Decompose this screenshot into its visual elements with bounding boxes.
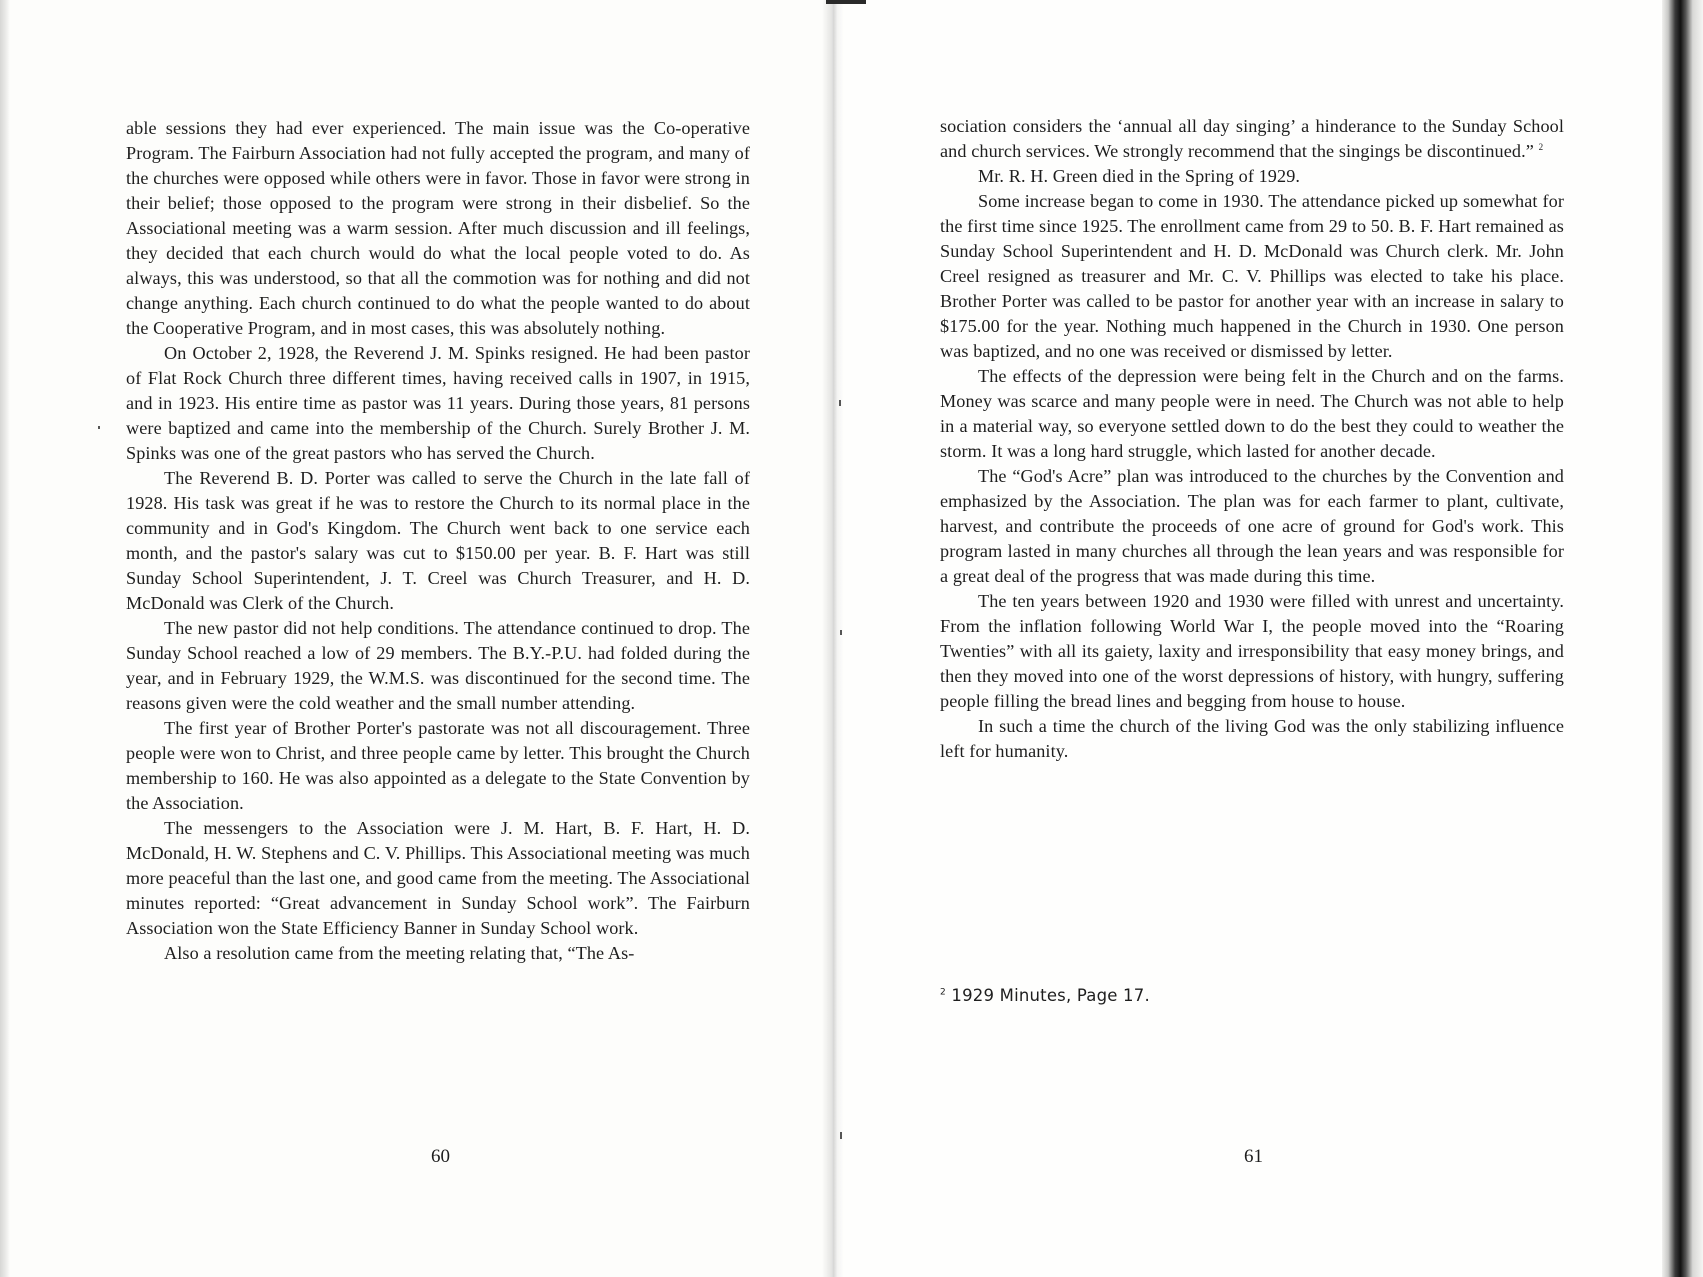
paragraph: The new pastor did not help conditions. The attendance continued to drop. The Sunday School reached a low of 29 members. The B.Y.-P.U. had folded during the year, and in February 1929, the W.M.S. was discontinued for the second time. The reasons given were the cold weather and the small number attending. [126,618,750,713]
page-number: 61 [1244,1146,1263,1167]
scan-speck [840,630,842,635]
paragraph: The messengers to the Association were J. M. Hart, B. F. Hart, H. D. McDonald, H. W. Stephens and C. V. Phillips. This Associational meeting was much more peaceful than the last one, and good came from the meeting. The Associational minutes reported: “Great advancement in Sunday School work”. The Fairburn Association won the State Efficiency Banner in Sunday School work. [126,818,750,938]
paragraph: The “God's Acre” plan was introduced to the churches by the Convention and emphasized by the Association. The plan was for each farmer to plant, cultivate, harvest, and contribute the proceeds of one acre of ground for God's work. This program lasted in many churches all through the lean years and was responsible for a great deal of the progress that was made during this time. [940,466,1564,586]
right-page-body [940,114,1564,764]
scan-speck [98,426,100,429]
page-number: 60 [431,1146,450,1167]
footnote-marker: 2 [940,987,946,998]
scan-speck [840,1132,842,1139]
paragraph: The effects of the depression were being felt in the Church and on the farms. Money was scarce and many people were in need. The Church was not able to help in a material way, so everyone settled down to do the best they could to weather the storm. It was a long hard struggle, which lasted for another decade. [940,366,1564,461]
footnote [940,986,1560,1005]
footnote-text: 1929 Minutes, Page 17. [951,986,1150,1005]
paragraph: The Reverend B. D. Porter was called to serve the Church in the late fall of 1928. His task was great if he was to restore the Church to its normal place in the community and in God's Kingdom. The Church went back to one service each month, and the pastor's salary was cut to $150.00 per year. B. F. Hart was still Sunday School Superintendent, J. T. Creel was Church Treasurer, and H. D. McDonald was Clerk of the Church. [126,468,750,613]
paragraph: Mr. R. H. Green died in the Spring of 1929. [978,166,1301,186]
footnote-reference: 2 [1538,141,1544,152]
paragraph: Also a resolution came from the meeting relating that, “The As- [164,943,635,963]
right-page-edge [1662,0,1703,1277]
paragraph: The ten years between 1920 and 1930 were filled with unrest and uncertainty. From the inflation following World War I, the people moved into the “Roaring Twenties” with all its gaiety, laxity and irresponsibility that easy money brings, and then they moved into one of the worst depressions of history, with hungry, suffering people filling the bread lines and begging from house to house. [940,591,1564,711]
paragraph [940,114,1564,164]
gutter-mark [826,0,866,4]
paragraph: The first year of Brother Porter's pastorate was not all discouragement. Three people were won to Christ, and three people came by letter. This brought the Church membership to 160. He was also appointed as a delegate to the State Convention by the Association. [126,718,750,813]
paragraph: Some increase began to come in 1930. The attendance picked up somewhat for the first time since 1925. The enrollment came from 29 to 50. B. F. Hart remained as Sunday School Superintendent and H. D. McDonald was Church clerk. Mr. John Creel resigned as treasurer and Mr. C. V. Phillips was elected to take his place. Brother Porter was called to be pastor for another year with an increase in salary to $175.00 for the year. Nothing much happened in the Church in 1930. One person was baptized, and no one was received or dismissed by letter. [940,191,1564,361]
left-page [0,0,832,1277]
book-gutter [822,0,844,1277]
left-page-body [126,116,750,966]
left-page-edge [0,0,10,1277]
paragraph: In such a time the church of the living God was the only stabilizing influence left for humanity. [940,716,1564,761]
paragraph: On October 2, 1928, the Reverend J. M. Spinks resigned. He had been pastor of Flat Rock Church three different times, having received calls in 1907, in 1915, and in 1923. His entire time as pastor was 11 years. During those years, 81 persons were baptized and came into the membership of the Church. Surely Brother J. M. Spinks was one of the great pastors who has served the Church. [126,343,750,463]
scan-speck [839,400,841,406]
paragraph-text: sociation considers the ‘annual all day singing’ a hinderance to the Sunday School and church services. We strongly recommend that the singings be discontinued.” [940,116,1564,161]
right-page [832,0,1662,1277]
paragraph: able sessions they had ever experienced. The main issue was the Co-operative Program. The Fairburn Association had not fully accepted the program, and many of the churches were opposed while others were in favor. Those in favor were strong in their belief; those opposed to the program were strong in their disbelief. So the Associational meeting was a warm session. After much discussion and ill feelings, they decided that each church would do what the local people voted to do. As always, this was understood, so that all the commotion was for nothing and did not change anything. Each church continued to do what the people wanted to do about the Cooperative Program, and in most cases, this was absolutely nothing. [126,118,750,338]
